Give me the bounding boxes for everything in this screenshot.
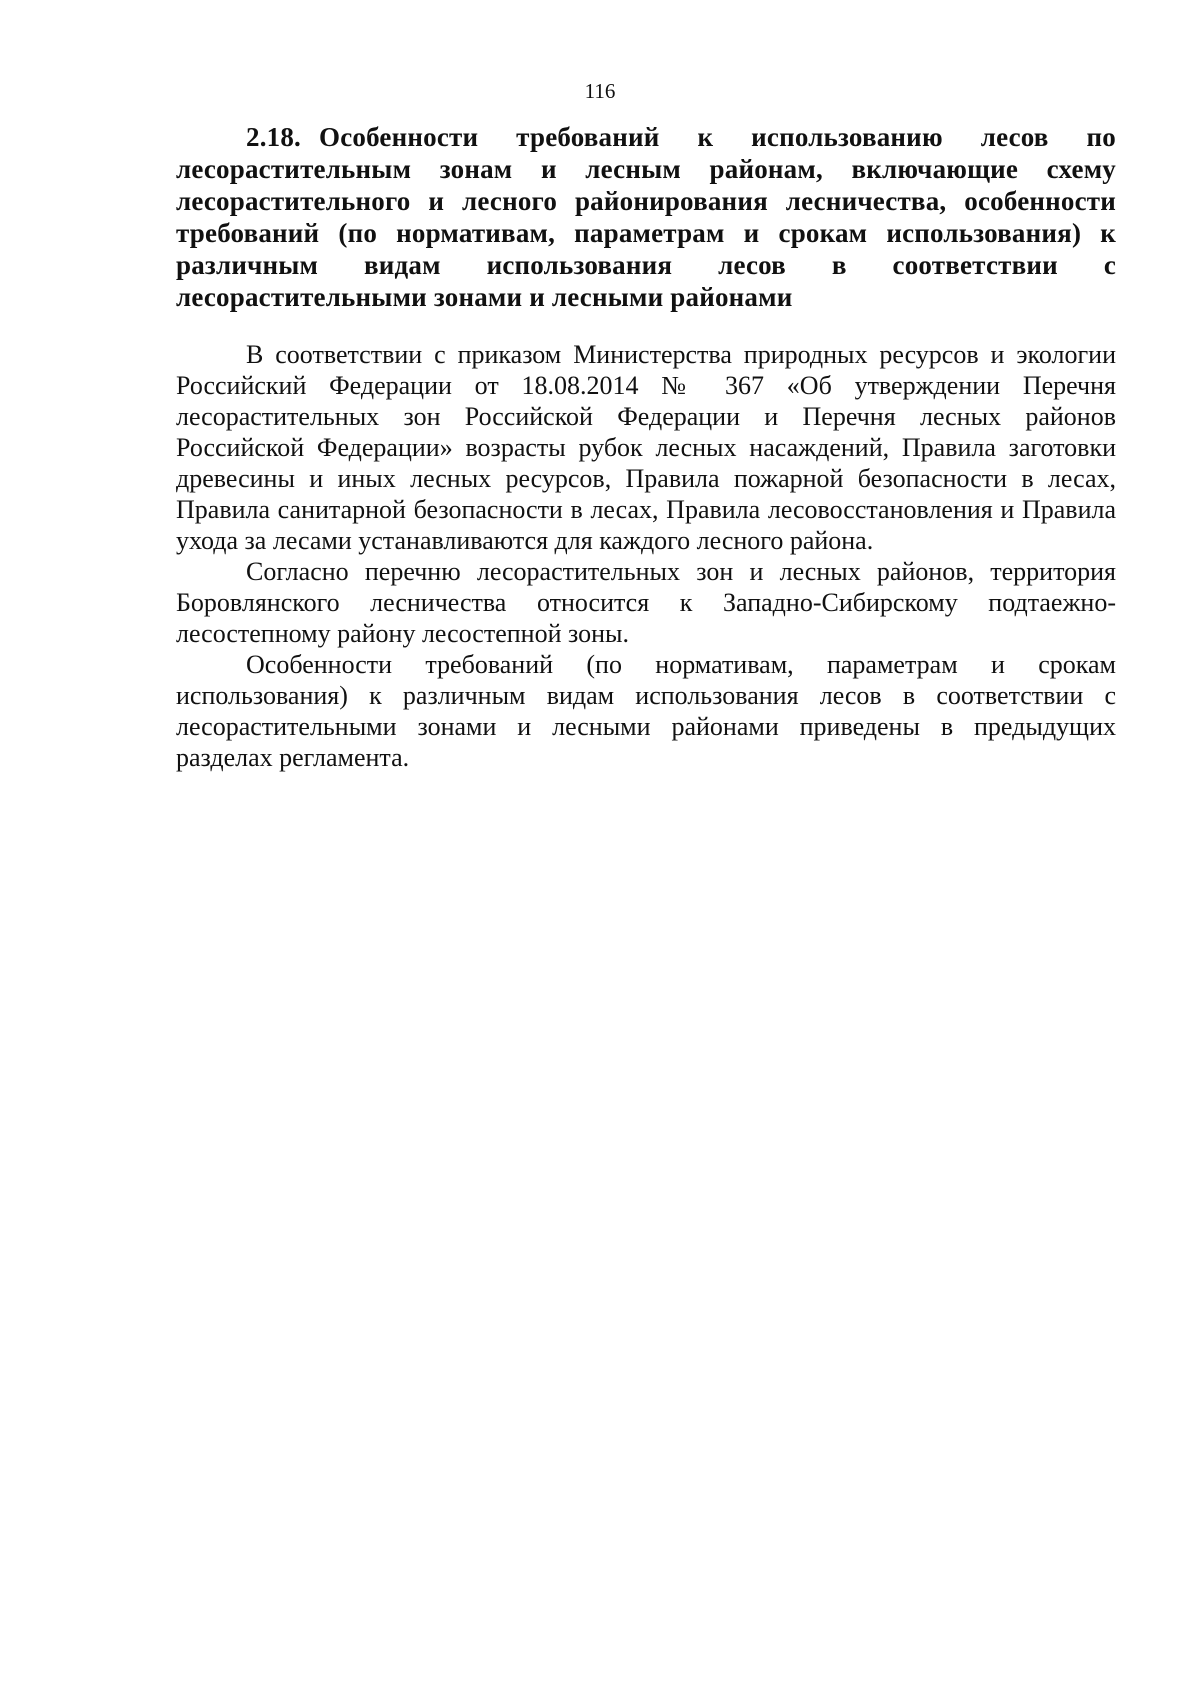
body-text <box>176 339 1116 773</box>
section-number: 2.18. <box>246 122 301 152</box>
page-number: 116 <box>584 79 616 103</box>
paragraph-order-reference: В соответствии с приказом Министерства природных ресурсов и экологии Российский Федерации от 18.08.2014 № 367 «Об утверждении Перечня лесорастительных зон Российской Федерации и Перечня лесных районов Российской Федерации» возрасты рубок лесных насаждений, Правила заготовки древесины и иных лесных ресурсов, Правила пожарной безопасности в лесах, Правила санитарной безопасности в лесах, Правила лесовосстановления и Правила ухода за лесами устанавливаются для каждого лесного района. <box>176 340 1116 555</box>
paragraph-requirements: Особенности требований (по нормативам, параметрам и срокам использования) к различным видам использования лесов в соответствии с лесорастительными зонами и лесными районами приведены в предыдущих разделах регламента. <box>176 650 1116 772</box>
page-content <box>176 121 1116 773</box>
paragraph-forest-zone: Согласно перечню лесорастительных зон и лесных районов, территория Боровлянского лесничества относится к Западно-Сибирскому подтаежно-лесостепному району лесостепной зоны. <box>176 557 1116 648</box>
section-heading <box>176 121 1116 313</box>
section-title: Особенности требований к использованию лесов по лесорастительным зонам и лесным районам, включающие схему лесорастительного и лесного районирования лесничества, особенности требований (по нормативам, параметрам и срокам использования) к различным видам использования лесов в соответствии с лесорастительными зонами и лесными районами <box>176 122 1116 312</box>
